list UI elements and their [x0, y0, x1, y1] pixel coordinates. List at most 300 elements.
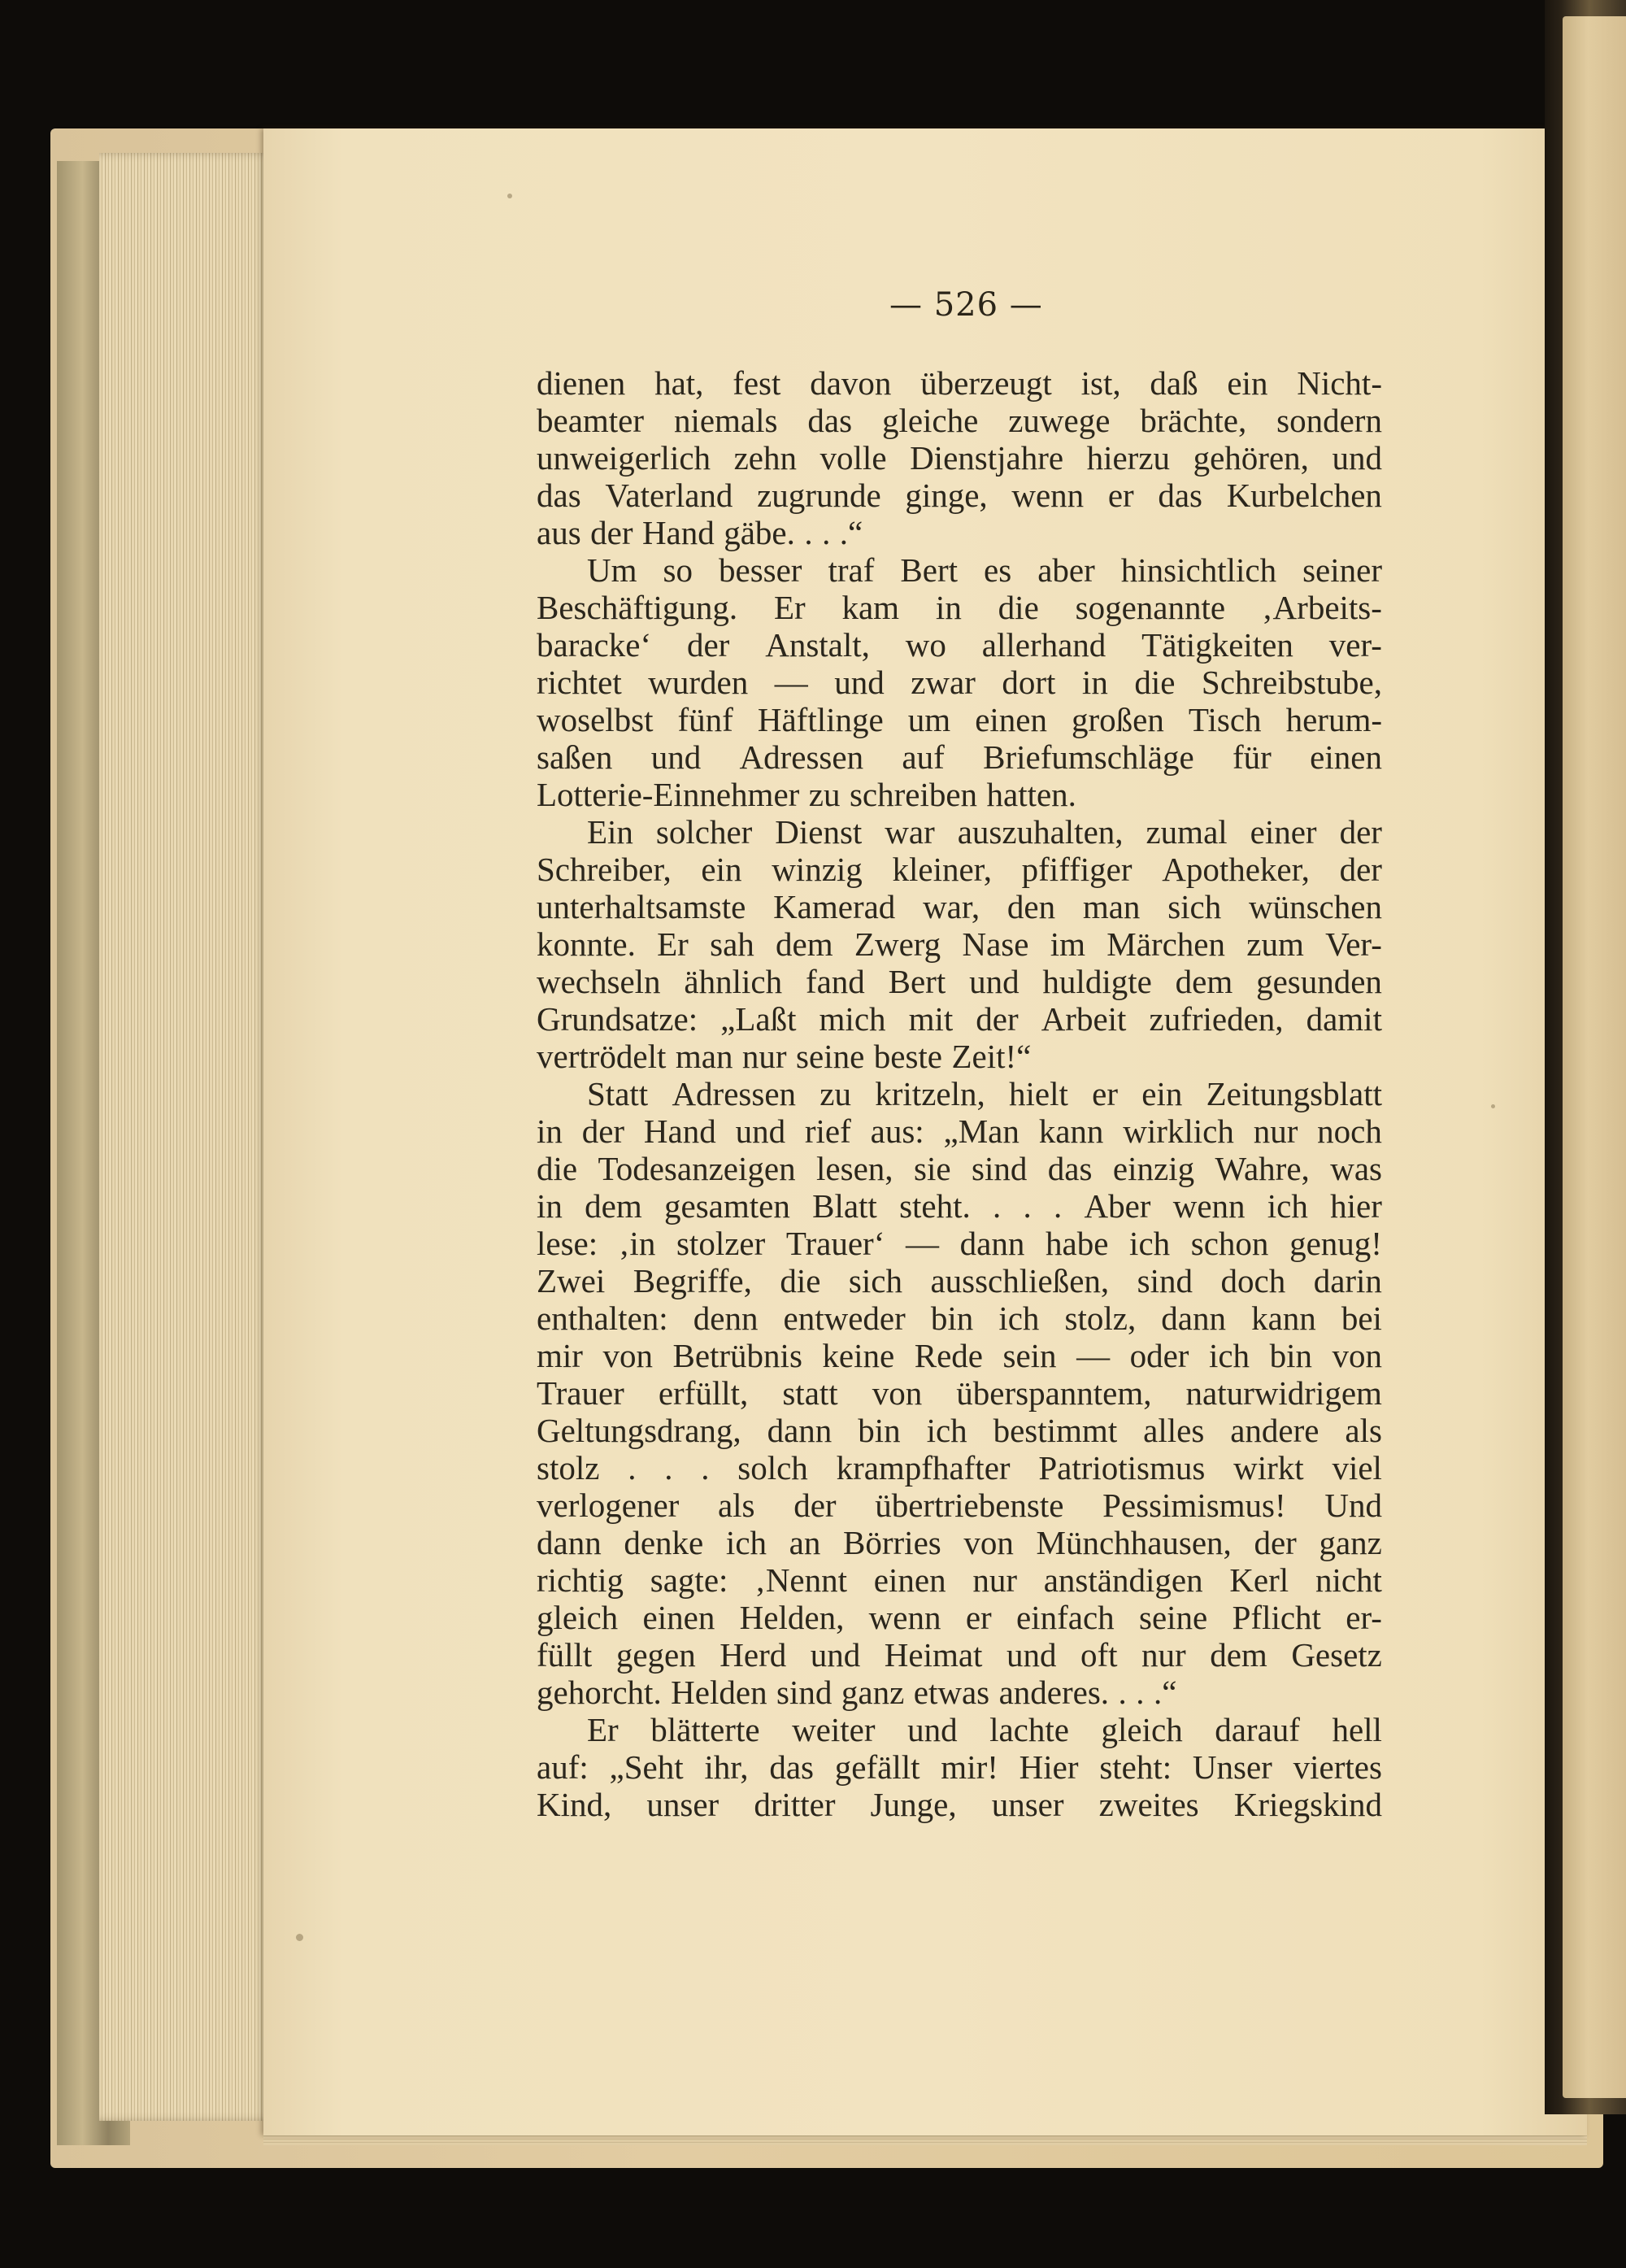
word: von	[963, 1524, 1014, 1561]
word: überspanntem,	[956, 1374, 1152, 1412]
word: bin	[930, 1299, 974, 1337]
word: als	[1345, 1412, 1382, 1449]
word: mich	[819, 1000, 886, 1038]
word: zweites	[1098, 1786, 1199, 1823]
word: Häftlinge	[757, 701, 884, 738]
word: Ver-	[1325, 925, 1382, 963]
word: hierzu	[1086, 439, 1171, 477]
word: mit	[908, 1000, 954, 1038]
word: ein	[1227, 364, 1268, 402]
word: Kind,	[537, 1786, 612, 1823]
word: Er	[657, 925, 689, 963]
word: Er	[773, 589, 806, 626]
word: nur	[1253, 1112, 1298, 1150]
word: seine	[1139, 1599, 1208, 1636]
word: stolzer	[676, 1225, 766, 1262]
word: steht:	[1099, 1748, 1172, 1786]
word: niemals	[673, 402, 778, 439]
word: zehn	[733, 439, 797, 477]
text-line	[537, 1412, 1382, 1449]
word: der	[976, 1000, 1019, 1038]
word: und	[650, 738, 702, 776]
text-line	[537, 402, 1382, 439]
word: beamter	[537, 402, 645, 439]
word: ‚in	[618, 1225, 656, 1262]
word: fand	[805, 963, 865, 1000]
word: im	[1050, 925, 1086, 963]
word: solch	[737, 1449, 808, 1487]
word: richtig	[537, 1561, 624, 1599]
word: wenn	[1172, 1187, 1246, 1225]
word: Unser	[1192, 1748, 1272, 1786]
word: daß	[1150, 364, 1198, 402]
word: dem	[585, 1187, 642, 1225]
word: dann	[767, 1412, 833, 1449]
word: die	[537, 1150, 578, 1187]
word: ein	[701, 851, 742, 888]
word: Adressen	[672, 1075, 797, 1112]
word: war,	[923, 888, 980, 925]
word: einer	[1250, 813, 1317, 851]
word: Kamerad	[773, 888, 896, 925]
word: Begriffe,	[633, 1262, 752, 1299]
word: stolz	[537, 1449, 600, 1487]
word: zwar	[911, 664, 976, 701]
word: und	[810, 1636, 861, 1674]
word: und	[735, 1112, 786, 1150]
word: Geltungsdrang,	[537, 1412, 741, 1449]
word: saßen	[537, 738, 613, 776]
text-line	[537, 1599, 1382, 1636]
word: woselbst	[537, 701, 654, 738]
word: schon	[1190, 1225, 1269, 1262]
word: Zeit!“	[951, 1038, 1032, 1075]
word: man	[1082, 888, 1141, 925]
word: volle	[820, 439, 887, 477]
word: hinsichtlich	[1120, 551, 1277, 589]
word: ich	[1267, 1187, 1308, 1225]
word: der	[793, 1487, 837, 1524]
word: seine	[796, 1038, 865, 1075]
word: gleich	[537, 1599, 619, 1636]
word: „Seht	[609, 1748, 684, 1786]
word: Arbeit	[1041, 1000, 1127, 1038]
word: .	[1023, 1187, 1032, 1225]
word: und	[907, 1711, 958, 1748]
text-line	[537, 1150, 1382, 1187]
text-line	[537, 439, 1382, 477]
word: an	[789, 1524, 821, 1561]
text-line	[537, 1711, 1382, 1748]
word: und	[1006, 1636, 1057, 1674]
word: sagte:	[650, 1561, 728, 1599]
word: bin	[858, 1412, 901, 1449]
word: kritzeln,	[875, 1075, 985, 1112]
word: traf	[828, 551, 875, 589]
word: Aber	[1084, 1187, 1151, 1225]
word: Ein	[587, 813, 633, 851]
word: Vaterland	[605, 477, 733, 514]
word: wirklich	[1123, 1112, 1234, 1150]
word: besser	[719, 551, 802, 589]
word: vertrödelt	[537, 1038, 667, 1075]
word: .	[822, 514, 831, 551]
word: Lotterie-Einnehmer	[537, 776, 800, 813]
page-block-edges	[99, 153, 286, 2121]
word: krampfhafter	[836, 1449, 1011, 1487]
word: ich	[926, 1412, 967, 1449]
text-line	[537, 1487, 1382, 1524]
word: sind	[971, 1150, 1028, 1187]
word: blätterte	[650, 1711, 760, 1748]
word: ein	[1141, 1075, 1183, 1112]
word: Beschäftigung.	[537, 589, 738, 626]
word: wo	[905, 626, 946, 664]
word: noch	[1317, 1112, 1382, 1150]
word: statt	[782, 1374, 838, 1412]
word: aber	[1037, 551, 1095, 589]
word: unser	[991, 1786, 1064, 1823]
word: und	[1332, 439, 1382, 477]
word: Bert	[900, 551, 958, 589]
text-line	[537, 1187, 1382, 1225]
word: gehören,	[1193, 439, 1309, 477]
text-line	[537, 1674, 1382, 1711]
text-line	[537, 1561, 1382, 1599]
word: aus	[537, 514, 581, 551]
text-line	[537, 1374, 1382, 1412]
word: zumal	[1146, 813, 1228, 851]
word: den	[1006, 888, 1056, 925]
word: wenn	[1011, 477, 1085, 514]
text-line	[537, 1038, 1382, 1075]
word: Nicht-	[1297, 364, 1382, 402]
text-line	[537, 626, 1382, 664]
word: Münchhausen,	[1036, 1524, 1232, 1561]
word: übertriebenste	[875, 1487, 1064, 1524]
word: Gesetz	[1291, 1636, 1382, 1674]
word: andere	[1230, 1412, 1319, 1449]
word: sah	[710, 925, 754, 963]
word: der	[686, 626, 730, 664]
text-line	[537, 1075, 1382, 1112]
word: stolz,	[1064, 1299, 1137, 1337]
word: ich	[1208, 1337, 1250, 1374]
word: der	[590, 514, 633, 551]
word: Adressen	[739, 738, 864, 776]
word: alles	[1143, 1412, 1205, 1449]
word: Statt	[587, 1075, 649, 1112]
word: .	[993, 1187, 1002, 1225]
word: er	[1107, 477, 1134, 514]
word: sein	[1002, 1337, 1057, 1374]
word: Und	[1324, 1487, 1382, 1524]
word: bestimmt	[993, 1412, 1118, 1449]
word: Schreiber,	[537, 851, 672, 888]
word: er-	[1346, 1599, 1382, 1636]
word: es	[984, 551, 1012, 589]
word: zu	[808, 776, 841, 813]
word: überzeugt	[920, 364, 1052, 402]
word: von	[872, 1374, 923, 1412]
word: das	[1047, 1150, 1093, 1187]
word: Kriegskind	[1233, 1786, 1382, 1823]
word: .	[1118, 1674, 1127, 1711]
word: ‚Arbeits-	[1261, 589, 1382, 626]
word: was	[1330, 1150, 1382, 1187]
word: sich	[1167, 888, 1222, 925]
word: Junge,	[870, 1786, 957, 1823]
word: das	[537, 477, 581, 514]
word: mir	[537, 1337, 583, 1374]
word: ich	[725, 1524, 767, 1561]
word: großen	[1072, 701, 1164, 738]
word: wenn	[868, 1599, 941, 1636]
word: wurden	[648, 664, 749, 701]
word: sind	[776, 1674, 833, 1711]
word: auf:	[537, 1748, 589, 1786]
word: schreiben	[849, 776, 978, 813]
word: fest	[733, 364, 781, 402]
word: zu	[820, 1075, 851, 1112]
word: gesamten	[664, 1187, 790, 1225]
text-line	[537, 551, 1382, 589]
word: von	[1332, 1337, 1382, 1374]
word: habe	[1046, 1225, 1109, 1262]
text-line	[537, 776, 1382, 813]
word: oder	[1129, 1337, 1189, 1374]
word: Tisch	[1188, 701, 1262, 738]
word: Dienst	[775, 813, 863, 851]
word: Todesanzeigen	[598, 1150, 796, 1187]
word: hat,	[654, 364, 704, 402]
word: Trauer	[537, 1374, 624, 1412]
text-line	[537, 813, 1382, 851]
word: Er	[587, 1711, 619, 1748]
word: die	[998, 589, 1039, 626]
word: von	[602, 1337, 653, 1374]
text-line	[537, 1225, 1382, 1262]
word: pfiffiger	[1021, 851, 1133, 888]
word: viel	[1332, 1449, 1382, 1487]
word: in	[935, 589, 962, 626]
word: hier	[1330, 1187, 1382, 1225]
word: der	[1339, 813, 1382, 851]
word: denn	[693, 1299, 759, 1337]
paper-speck	[296, 1934, 303, 1941]
word: enthalten:	[537, 1299, 668, 1337]
word: Patriotismus	[1038, 1449, 1206, 1487]
word: keine	[822, 1337, 895, 1374]
word: nicht	[1315, 1561, 1382, 1599]
word: er	[965, 1599, 992, 1636]
word: und	[969, 963, 1020, 1000]
word: einfach	[1016, 1599, 1115, 1636]
word: einen	[642, 1599, 715, 1636]
body-text	[537, 364, 1382, 1823]
word: Pflicht	[1232, 1599, 1321, 1636]
text-line	[537, 1786, 1382, 1823]
word: gleiche	[881, 402, 979, 439]
word: Blatt	[812, 1187, 877, 1225]
word: Kurbelchen	[1226, 477, 1382, 514]
word: ihr,	[704, 1748, 749, 1786]
word: richtet	[537, 664, 622, 701]
text-line	[537, 1299, 1382, 1337]
word: allerhand	[981, 626, 1106, 664]
word: unser	[646, 1786, 720, 1823]
word: Herd	[720, 1636, 787, 1674]
word: .“	[839, 514, 863, 551]
text-line	[537, 1524, 1382, 1561]
word: gefällt	[834, 1748, 920, 1786]
word: .	[628, 1449, 637, 1487]
word: Anstalt,	[765, 626, 870, 664]
word: anständigen	[1043, 1561, 1203, 1599]
word: dem	[1210, 1636, 1267, 1674]
word: solcher	[655, 813, 753, 851]
word: einen	[975, 701, 1047, 738]
text-line	[537, 477, 1382, 514]
word: einen	[1310, 738, 1382, 776]
word: doch	[1220, 1262, 1286, 1299]
word: Betrübnis	[672, 1337, 802, 1374]
word: nur	[972, 1561, 1017, 1599]
word: Tätigkeiten	[1141, 626, 1293, 664]
word: ausschließen,	[930, 1262, 1110, 1299]
word: hatten.	[986, 776, 1076, 813]
word: bin	[1269, 1337, 1312, 1374]
word: gegen	[615, 1636, 696, 1674]
word: davon	[810, 364, 892, 402]
word: nur	[1141, 1636, 1186, 1674]
word: um	[907, 701, 951, 738]
word: der	[581, 1112, 625, 1150]
word: .	[1136, 1674, 1145, 1711]
word: ist,	[1080, 364, 1121, 402]
word: darin	[1313, 1262, 1382, 1299]
word: entweder	[783, 1299, 906, 1337]
page-number: — 526 —	[889, 286, 1043, 324]
word: Pessimismus!	[1102, 1487, 1286, 1524]
text-line	[537, 1337, 1382, 1374]
word: winzig	[772, 851, 863, 888]
word: Dienstjahre	[910, 439, 1064, 477]
word: Nase	[962, 925, 1029, 963]
word: oft	[1080, 1636, 1118, 1674]
word: „Man	[943, 1112, 1020, 1150]
word: lachte	[989, 1711, 1069, 1748]
word: so	[663, 551, 693, 589]
text-line	[537, 963, 1382, 1000]
word: Rede	[914, 1337, 983, 1374]
word: er	[1092, 1075, 1119, 1112]
word: war	[885, 813, 935, 851]
word: Kerl	[1229, 1561, 1289, 1599]
word: dann	[1161, 1299, 1226, 1337]
text-line	[537, 1262, 1382, 1299]
word: .	[804, 514, 813, 551]
word: herum-	[1285, 701, 1382, 738]
word: konnte.	[537, 925, 636, 963]
word: sie	[913, 1150, 951, 1187]
word: Helden,	[739, 1599, 845, 1636]
word: .	[1054, 1187, 1063, 1225]
word: fünf	[677, 701, 733, 738]
word: Briefumschläge	[983, 738, 1194, 776]
paper-speck	[1491, 1104, 1495, 1108]
word: Wahre,	[1215, 1150, 1310, 1187]
word: —	[1076, 1337, 1111, 1374]
word: in	[537, 1112, 563, 1150]
word: hielt	[1009, 1075, 1068, 1112]
word: in	[537, 1187, 563, 1225]
text-line	[537, 514, 1382, 551]
word: in	[1081, 664, 1108, 701]
word: das	[807, 402, 853, 439]
word: für	[1233, 738, 1272, 776]
word: „Laßt	[720, 1000, 797, 1038]
word: rief	[804, 1112, 851, 1150]
word: Hier	[1019, 1748, 1079, 1786]
word: füllt	[537, 1636, 593, 1674]
word: dann	[959, 1225, 1025, 1262]
word: dienen	[537, 364, 626, 402]
word: ganz	[841, 1674, 905, 1711]
word: unweigerlich	[537, 439, 711, 477]
word: huldigte	[1042, 963, 1152, 1000]
word: wechseln	[537, 963, 661, 1000]
word: sondern	[1276, 402, 1382, 439]
word: weiter	[792, 1711, 876, 1748]
word: Zeitungsblatt	[1206, 1075, 1382, 1112]
word: Schreibstube,	[1201, 664, 1382, 701]
word: dem	[1175, 963, 1233, 1000]
word: bei	[1341, 1299, 1382, 1337]
text-line	[537, 925, 1382, 963]
word: das	[1158, 477, 1203, 514]
text-line	[537, 1449, 1382, 1487]
word: .“	[1153, 1674, 1177, 1711]
word: gehorcht.	[537, 1674, 662, 1711]
text-line	[537, 364, 1382, 402]
word: sogenannte	[1075, 589, 1226, 626]
word: Trauer‘	[785, 1225, 885, 1262]
word: ‚Nennt	[754, 1561, 848, 1599]
word: dort	[1002, 664, 1056, 701]
word: aus:	[870, 1112, 924, 1150]
word: Helden	[671, 1674, 767, 1711]
word: gäbe.	[724, 514, 795, 551]
word: einen	[873, 1561, 946, 1599]
word: wünschen	[1248, 888, 1382, 925]
word: ganz	[1319, 1524, 1382, 1561]
word: Zwei	[537, 1262, 606, 1299]
word: mir!	[941, 1748, 998, 1786]
word: ich	[998, 1299, 1040, 1337]
word: das	[769, 1748, 814, 1786]
word: Apotheker,	[1162, 851, 1310, 888]
word: unterhaltsamste	[537, 888, 746, 925]
word: und	[834, 664, 885, 701]
word: dritter	[754, 1786, 836, 1823]
word: naturwidrigem	[1185, 1374, 1382, 1412]
text-line	[537, 738, 1382, 776]
word: die	[780, 1262, 821, 1299]
word: Hand	[641, 514, 715, 551]
word: lese:	[537, 1225, 598, 1262]
word: verlogener	[537, 1487, 680, 1524]
